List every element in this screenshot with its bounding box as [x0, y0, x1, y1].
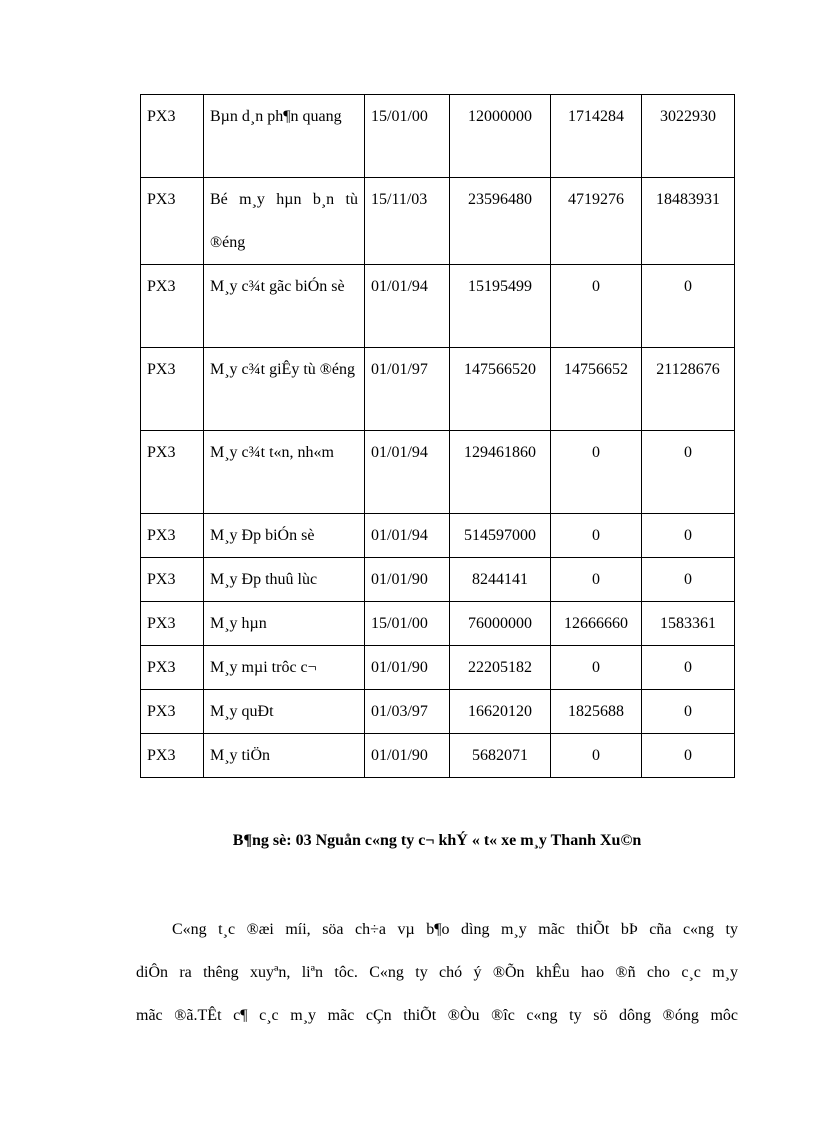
- cell-code: PX3: [141, 690, 204, 734]
- cell-value-1: 147566520: [450, 348, 551, 431]
- cell-code: PX3: [141, 95, 204, 178]
- cell-name: M¸y c¾t t«n, nh«m: [204, 431, 365, 514]
- cell-value-2: 0: [551, 431, 642, 514]
- cell-value-3: 0: [642, 431, 735, 514]
- cell-name: M¸y c¾t giÊy tù ®éng: [204, 348, 365, 431]
- cell-value-1: 76000000: [450, 602, 551, 646]
- cell-value-1: 16620120: [450, 690, 551, 734]
- table-row: [141, 514, 735, 558]
- body-paragraph: [136, 908, 738, 1037]
- table-row: [141, 558, 735, 602]
- table-caption: B¶ng sè: 03 Nguån c«ng ty c¬ khÝ « t« xe m¸y Thanh Xu©n: [232, 832, 642, 849]
- cell-code: PX3: [141, 348, 204, 431]
- cell-date: 01/01/94: [365, 431, 450, 514]
- cell-value-1: 23596480: [450, 178, 551, 265]
- cell-name: Bé m¸y hµn b¸n tù ®éng: [204, 178, 365, 265]
- cell-code: PX3: [141, 646, 204, 690]
- cell-date: 01/01/90: [365, 646, 450, 690]
- paragraph-line-2: diÔn ra thêng xuyªn, liªn tôc. C«ng ty chó ý ®Õn khÊu hao ®ñ cho c¸c m¸y: [136, 964, 738, 981]
- cell-value-3: 0: [642, 690, 735, 734]
- cell-name: M¸y hµn: [204, 602, 365, 646]
- cell-code: PX3: [141, 265, 204, 348]
- cell-value-3: 0: [642, 514, 735, 558]
- cell-value-2: 14756652: [551, 348, 642, 431]
- cell-name: M¸y c¾t gãc biÓn sè: [204, 265, 365, 348]
- cell-value-1: 12000000: [450, 95, 551, 178]
- cell-value-3: 0: [642, 558, 735, 602]
- table-row: [141, 431, 735, 514]
- cell-value-2: 1825688: [551, 690, 642, 734]
- cell-date: 01/01/90: [365, 558, 450, 602]
- cell-code: PX3: [141, 602, 204, 646]
- table-row: [141, 602, 735, 646]
- cell-value-1: 514597000: [450, 514, 551, 558]
- cell-value-2: 4719276: [551, 178, 642, 265]
- cell-code: PX3: [141, 178, 204, 265]
- table-row: [141, 690, 735, 734]
- cell-value-1: 5682071: [450, 734, 551, 778]
- cell-date: 01/01/97: [365, 348, 450, 431]
- cell-value-3: 0: [642, 734, 735, 778]
- cell-value-1: 8244141: [450, 558, 551, 602]
- cell-code: PX3: [141, 431, 204, 514]
- table-row: [141, 348, 735, 431]
- cell-code: PX3: [141, 558, 204, 602]
- cell-name: M¸y mµi trôc c¬: [204, 646, 365, 690]
- cell-name: M¸y tiÖn: [204, 734, 365, 778]
- cell-value-1: 129461860: [450, 431, 551, 514]
- cell-code: PX3: [141, 514, 204, 558]
- cell-value-3: 21128676: [642, 348, 735, 431]
- asset-table: [140, 94, 735, 778]
- cell-value-3: 1583361: [642, 602, 735, 646]
- cell-date: 01/03/97: [365, 690, 450, 734]
- table-row: [141, 646, 735, 690]
- cell-name: M¸y Ðp thuû lùc: [204, 558, 365, 602]
- cell-value-1: 22205182: [450, 646, 551, 690]
- cell-value-2: 1714284: [551, 95, 642, 178]
- cell-date: 01/01/90: [365, 734, 450, 778]
- cell-value-3: 0: [642, 265, 735, 348]
- cell-date: 15/11/03: [365, 178, 450, 265]
- cell-name: M¸y quÐt: [204, 690, 365, 734]
- cell-code: PX3: [141, 734, 204, 778]
- table-row: [141, 95, 735, 178]
- cell-value-1: 15195499: [450, 265, 551, 348]
- cell-date: 01/01/94: [365, 514, 450, 558]
- cell-name: M¸y Ðp biÓn sè: [204, 514, 365, 558]
- cell-date: 15/01/00: [365, 602, 450, 646]
- cell-value-2: 0: [551, 558, 642, 602]
- table-row: [141, 265, 735, 348]
- cell-value-2: 0: [551, 734, 642, 778]
- cell-value-2: 0: [551, 646, 642, 690]
- cell-value-2: 0: [551, 514, 642, 558]
- cell-date: 01/01/94: [365, 265, 450, 348]
- paragraph-line-3: mãc ®ã.TÊt c¶ c¸c m¸y mãc cÇn thiÕt ®Òu ®îc c«ng ty sö dông ®óng môc: [136, 1007, 738, 1024]
- cell-value-3: 3022930: [642, 95, 735, 178]
- asset-table-body: [141, 95, 735, 778]
- cell-value-3: 18483931: [642, 178, 735, 265]
- table-row: [141, 178, 735, 265]
- cell-name: Bµn d¸n ph¶n quang: [204, 95, 365, 178]
- cell-value-2: 12666660: [551, 602, 642, 646]
- table-row: [141, 734, 735, 778]
- cell-value-3: 0: [642, 646, 735, 690]
- paragraph-line-1: C«ng t¸c ®æi míi, söa ch÷a vµ b¶o dìng m¸y mãc thiÕt bÞ cña c«ng ty: [172, 921, 738, 938]
- cell-date: 15/01/00: [365, 95, 450, 178]
- cell-value-2: 0: [551, 265, 642, 348]
